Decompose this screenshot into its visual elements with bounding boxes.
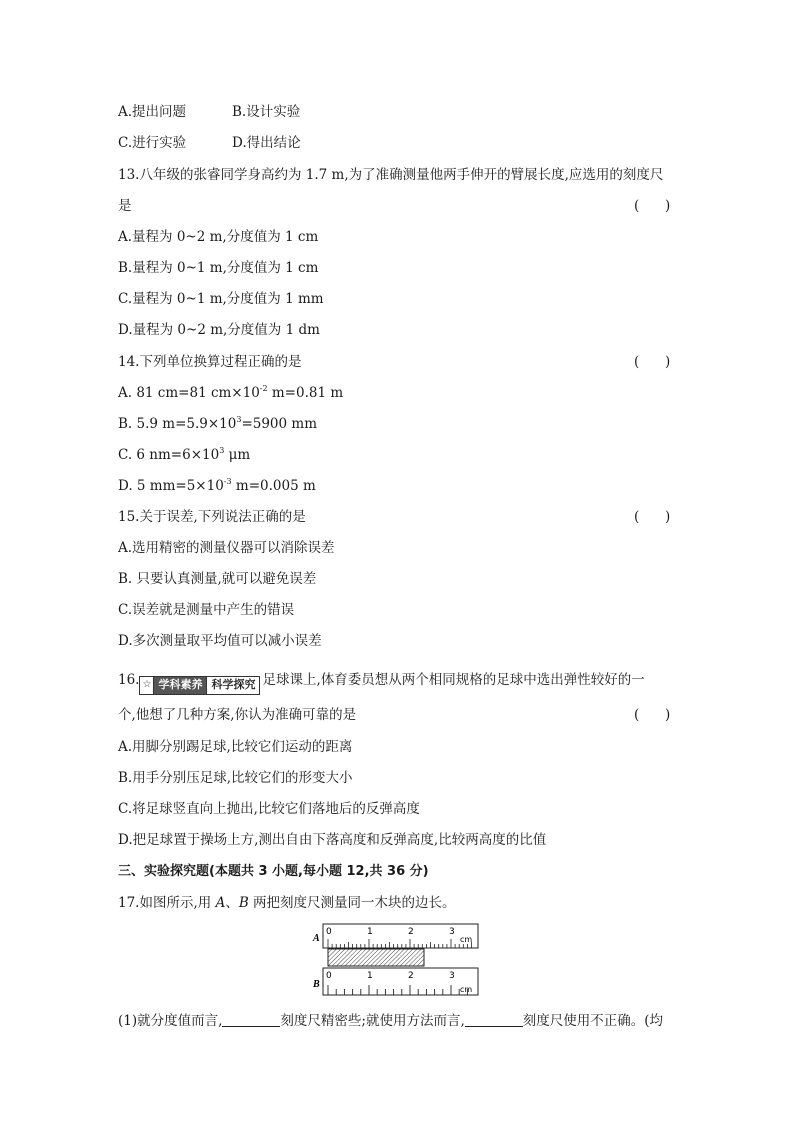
q17-part1: [118, 1012, 663, 1030]
q15-option-a: A.选用精密的测量仪器可以消除误差: [118, 540, 335, 556]
badge-discipline-label: 学科素养: [154, 677, 206, 694]
q12-option-a-text: A.提出问题: [118, 104, 187, 120]
q16-option-b: B.用手分别压足球,比较它们的形变大小: [118, 770, 353, 786]
q13-stem-line1: 13.八年级的张睿同学身高约为 1.7 m,为了准确测量他两手伸开的臂展长度,应选用的刻度尺: [118, 167, 664, 183]
q14-option-d: [118, 477, 316, 495]
q14-option-a-pre: A. 81 cm=81 cm×10: [118, 385, 260, 401]
ruler-diagram: [310, 920, 482, 1000]
q13-option-b: B.量程为 0~1 m,分度值为 1 cm: [118, 260, 319, 276]
q14-option-b-exp: 3: [236, 415, 242, 424]
answer-blank-2[interactable]: [465, 1012, 523, 1027]
q14-stem-text: 14.下列单位换算过程正确的是: [118, 354, 302, 370]
q15-stem: [118, 508, 678, 526]
q13-answer-paren: ( ): [634, 198, 671, 214]
ruler-b-tick-label-3: 3: [449, 971, 455, 981]
ruler-a-tick-label-1: 1: [367, 927, 373, 937]
ruler-a-unit: cm: [460, 935, 473, 944]
q15-answer-paren: ( ): [634, 509, 671, 525]
ruler-b-tick-label-0: 0: [326, 971, 332, 981]
q13-option-c: C.量程为 0~1 m,分度值为 1 mm: [118, 291, 324, 307]
q15-stem-text: 15.关于误差,下列说法正确的是: [118, 509, 306, 525]
q17-stem-pre: 17.如图所示,用: [118, 895, 216, 911]
q17-stem: [118, 894, 456, 912]
q16-stem-line2: [118, 706, 678, 724]
q17-stem-mid: 、: [225, 895, 239, 911]
q14-answer-paren: ( ): [634, 354, 671, 370]
q13-stem-line2-text: 是: [118, 198, 132, 214]
q14-option-c: [118, 446, 250, 464]
q14-option-d-pre: D. 5 mm=5×10: [118, 478, 224, 494]
q16-answer-paren: ( ): [634, 707, 671, 723]
q14-option-a: [118, 384, 343, 402]
ruler-b-body: [323, 968, 478, 995]
q17-stem-b: B: [238, 895, 249, 911]
q13-stem-line2: [118, 197, 678, 215]
q17-part1-pre: (1)就分度值而言,: [118, 1013, 223, 1029]
answer-blank-1[interactable]: [222, 1012, 280, 1027]
q14-option-b-pre: B. 5.9 m=5.9×10: [118, 416, 237, 432]
q17-stem-post: 两把刻度尺测量同一木块的边长。: [248, 895, 456, 911]
q14-option-b: [118, 415, 317, 433]
ruler-b-label: B: [313, 979, 320, 990]
ruler-figure: [310, 920, 482, 1004]
q17-stem-a: A: [215, 895, 226, 911]
q13-option-a: A.量程为 0~2 m,分度值为 1 cm: [118, 229, 319, 245]
ruler-a-tick-label-2: 2: [408, 927, 414, 937]
q16-stem-line1: [118, 671, 645, 695]
q13-option-d: D.量程为 0~2 m,分度值为 1 dm: [118, 322, 320, 338]
q16-option-c: C.将足球竖直向上抛出,比较它们落地后的反弹高度: [118, 801, 420, 817]
q14-option-c-post: μm: [224, 447, 251, 463]
ruler-b-unit: cm: [460, 985, 473, 994]
ruler-b-tick-label-1: 1: [367, 971, 373, 981]
q14-option-c-exp: 3: [219, 446, 225, 455]
badge-category-label: 科学探究: [206, 677, 259, 694]
q12-option-a: [118, 103, 301, 121]
star-icon: ☆: [140, 677, 154, 694]
q14-stem: [118, 353, 678, 371]
q12-option-c: [118, 134, 301, 152]
ruler-a-label: A: [313, 933, 320, 944]
q14-option-b-post: =5900 mm: [241, 416, 317, 432]
q16-option-d: D.把足球置于操场上方,测出自由下落高度和反弹高度,比较两高度的比值: [118, 832, 547, 848]
q16-option-a: A.用脚分别踢足球,比较它们运动的距离: [118, 739, 353, 755]
q15-option-d: D.多次测量取平均值可以减小误差: [118, 633, 322, 649]
q12-option-b-text: B.设计实验: [232, 104, 301, 120]
q12-option-c-text: C.进行实验: [118, 135, 187, 151]
q14-option-c-pre: C. 6 nm=6×10: [118, 447, 220, 463]
ruler-b-tick-label-2: 2: [408, 971, 414, 981]
section-heading: 三、实验探究题(本题共 3 小题,每小题 12,共 36 分): [118, 864, 429, 879]
ruler-a-tick-label-0: 0: [326, 927, 332, 937]
q14-option-a-exp: -2: [259, 384, 268, 393]
q15-option-b: B. 只要认真测量,就可以避免误差: [118, 571, 317, 587]
q14-option-a-post: m=0.81 m: [267, 385, 344, 401]
q17-part1-post: 刻度尺使用不正确。(均: [522, 1013, 664, 1029]
q14-option-d-exp: -3: [223, 477, 232, 486]
q12-option-d-text: D.得出结论: [232, 135, 301, 151]
q15-option-c: C.误差就是测量中产生的错误: [118, 602, 295, 618]
wood-block: [328, 949, 424, 966]
q17-part1-mid: 刻度尺精密些;就使用方法而言,: [280, 1013, 465, 1029]
q16-badge: [139, 676, 260, 695]
q14-option-d-post: m=0.005 m: [231, 478, 316, 494]
q16-stem-line1-text: 足球课上,体育委员想从两个相同规格的足球中选出弹性较好的一: [262, 672, 645, 688]
ruler-a-tick-label-3: 3: [449, 927, 455, 937]
q16-number: 16.: [118, 672, 140, 688]
q16-stem-line2-text: 个,他想了几种方案,你认为准确可靠的是: [118, 707, 357, 723]
